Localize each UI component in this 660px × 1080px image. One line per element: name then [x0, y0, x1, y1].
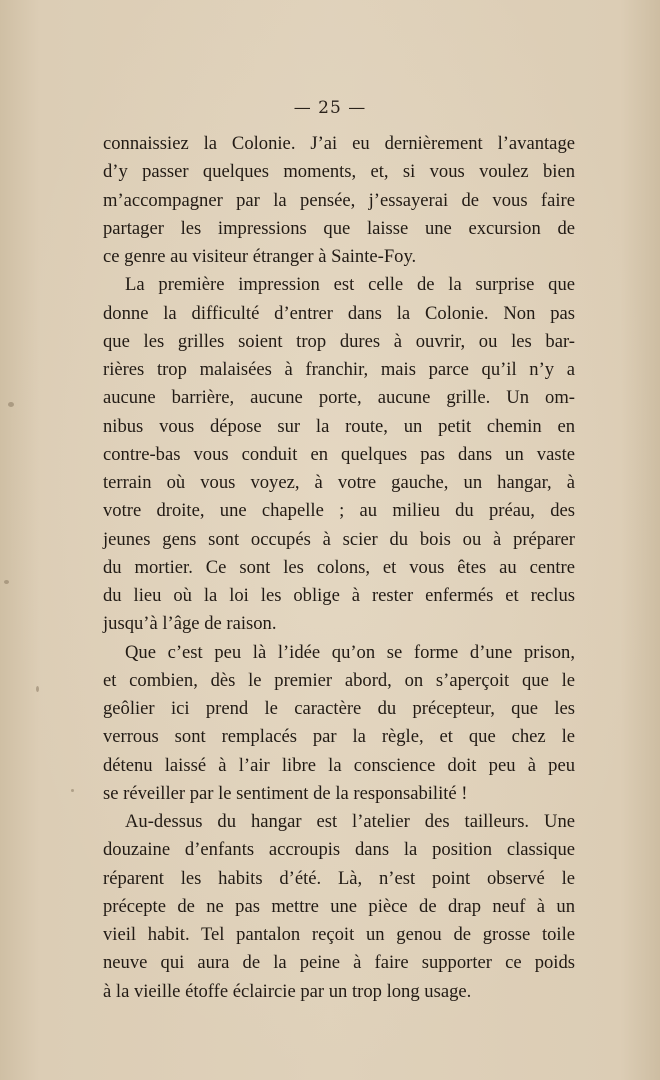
text-line: partager les impressions que laisse une excursion de [103, 217, 575, 239]
body-text [103, 130, 575, 1006]
text-line: La première impression est celle de la surprise que [125, 274, 575, 296]
text-line: Que c’est peu là l’idée qu’on se forme d’une prison, [125, 641, 575, 663]
text-line: votre droite, une chapelle ; au milieu du préau, des [103, 500, 575, 522]
text-line: se réveiller par le sentiment de la responsabilité ! [103, 782, 468, 804]
text-line: jusqu’à l’âge de raison. [103, 613, 277, 635]
text-line: contre-bas vous conduit en quelques pas dans un vaste [103, 443, 575, 465]
text-line: détenu laissé à l’air libre la conscience doit peu à peu [103, 754, 575, 776]
text-line: connaissiez la Colonie. J’ai eu dernièrement l’avantage [103, 133, 575, 154]
text-line: que les grilles soient trop dures à ouvrir, ou les bar- [103, 330, 575, 352]
text-line: jeunes gens sont occupés à scier du bois ou à préparer [103, 528, 575, 550]
paper-fleck [36, 686, 39, 692]
text-line: verrous sont remplacés par la règle, et que chez le [103, 726, 575, 748]
paper-fleck [4, 580, 9, 584]
text-line: du lieu où la loi les oblige à rester enfermés et reclus [103, 585, 575, 606]
text-line: réparent les habits d’été. Là, n’est point observé le [103, 867, 575, 889]
text-line: Au-dessus du hangar est l’atelier des tailleurs. Une [125, 811, 575, 832]
text-line: donne la difficulté d’entrer dans la Colonie. Non pas [103, 302, 575, 324]
paper-fleck [8, 402, 14, 407]
text-line: neuve qui aura de la peine à faire supporter ce poids [103, 952, 575, 974]
text-line: nibus vous dépose sur la route, un petit chemin en [103, 415, 575, 437]
text-line: aucune barrière, aucune porte, aucune grille. Un om- [103, 387, 575, 409]
text-line: terrain où vous voyez, à votre gauche, un hangar, à [103, 472, 575, 493]
text-line: à la vieille étoffe éclaircie par un trop long usage. [103, 980, 472, 1002]
text-line: et combien, dès le premier abord, on s’aperçoit que le [103, 669, 575, 691]
text-line: rières trop malaisées à franchir, mais parce qu’il n’y a [103, 359, 575, 380]
text-line: vieil habit. Tel pantalon reçoit un genou de grosse toile [103, 924, 575, 945]
text-line: geôlier ici prend le caractère du précepteur, que les [103, 698, 575, 719]
text-line: m’accompagner par la pensée, j’essayerai de vous faire [103, 189, 575, 211]
paper-fleck [71, 789, 74, 792]
page-number: — 25 — [293, 98, 367, 118]
text-line: douzaine d’enfants accroupis dans la position classique [103, 839, 575, 861]
text-line: précepte de ne pas mettre une pièce de drap neuf à un [103, 895, 575, 917]
text-line: d’y passer quelques moments, et, si vous voulez bien [103, 161, 575, 183]
text-line: du mortier. Ce sont les colons, et vous êtes au centre [103, 556, 575, 578]
text-line: ce genre au visiteur étranger à Sainte-Foy. [103, 246, 417, 267]
